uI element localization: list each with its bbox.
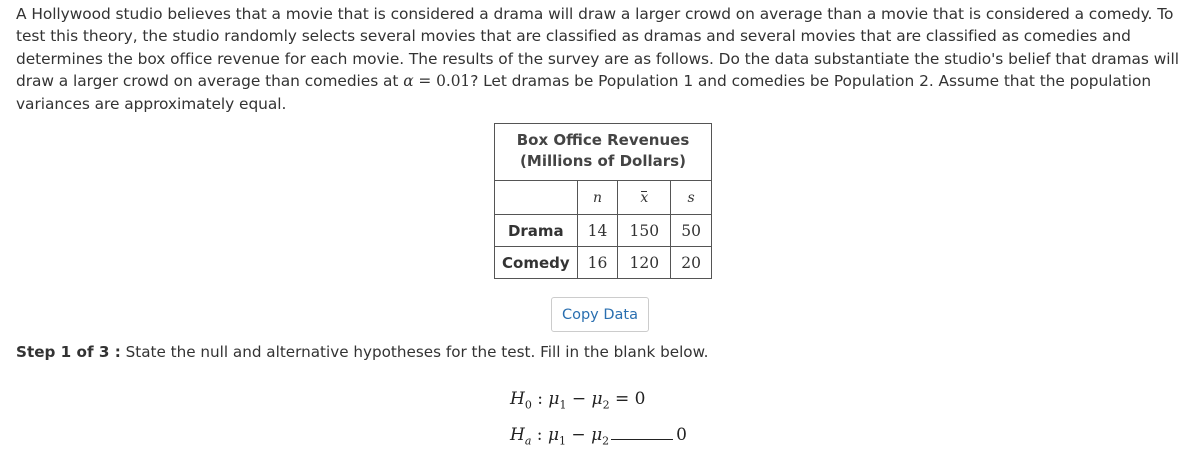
caption-line-1: Box Office Revenues xyxy=(516,131,690,149)
alpha-symbol: α xyxy=(403,72,414,91)
relation-blank-input[interactable] xyxy=(611,433,673,440)
cell-comedy-n: 16 xyxy=(577,247,618,279)
problem-text-end: ? Let dramas be Population 1 and comedies be Population 2. Assume that the population variances are approximately equal. xyxy=(16,72,1152,113)
alpha-value: 0.01 xyxy=(436,72,471,91)
table-row xyxy=(495,247,712,279)
cell-comedy-xbar: 120 xyxy=(618,247,671,279)
step-instruction xyxy=(16,343,708,361)
xbar-symbol: x xyxy=(640,189,649,206)
cell-drama-s: 50 xyxy=(671,215,712,247)
header-n: n xyxy=(577,181,618,215)
alpha-equals: = xyxy=(413,72,437,91)
caption-line-2: (Millions of Dollars) xyxy=(520,152,686,170)
cell-drama-xbar: 150 xyxy=(618,215,671,247)
step-label: Step 1 of 3 : xyxy=(16,343,121,361)
box-office-table xyxy=(494,123,712,279)
cell-comedy-s: 20 xyxy=(671,247,712,279)
table-header-row xyxy=(495,181,712,215)
header-empty xyxy=(495,181,578,215)
problem-text: A Hollywood studio believes that a movie that is considered a drama will draw a larger crowd on average than a movie that is considered a comedy. To test this theory, the studio randomly selects several movies that are classified as dramas and several movies that are classified as comedies and determines the box office revenue for each movie. The results of the survey are as follows. Do the data substantiate the studio's belief that dramas will draw a larger crowd on average than comedies at xyxy=(16,5,1179,91)
table-row xyxy=(495,215,712,247)
header-xbar xyxy=(618,181,671,215)
row-label-drama: Drama xyxy=(495,215,578,247)
table-caption xyxy=(495,124,712,181)
cell-drama-n: 14 xyxy=(577,215,618,247)
step-text: State the null and alternative hypotheses for the test. Fill in the blank below. xyxy=(125,343,709,361)
problem-statement xyxy=(16,3,1186,115)
alternative-hypothesis: $H_a$ : $\mu_1 - \mu_2$ 0 xyxy=(510,425,687,448)
null-hypothesis: $H_0$ : $\mu_1 - \mu_2 = 0$ xyxy=(510,389,646,412)
header-s: s xyxy=(671,181,712,215)
copy-data-button[interactable]: Copy Data xyxy=(551,297,649,332)
row-label-comedy: Comedy xyxy=(495,247,578,279)
